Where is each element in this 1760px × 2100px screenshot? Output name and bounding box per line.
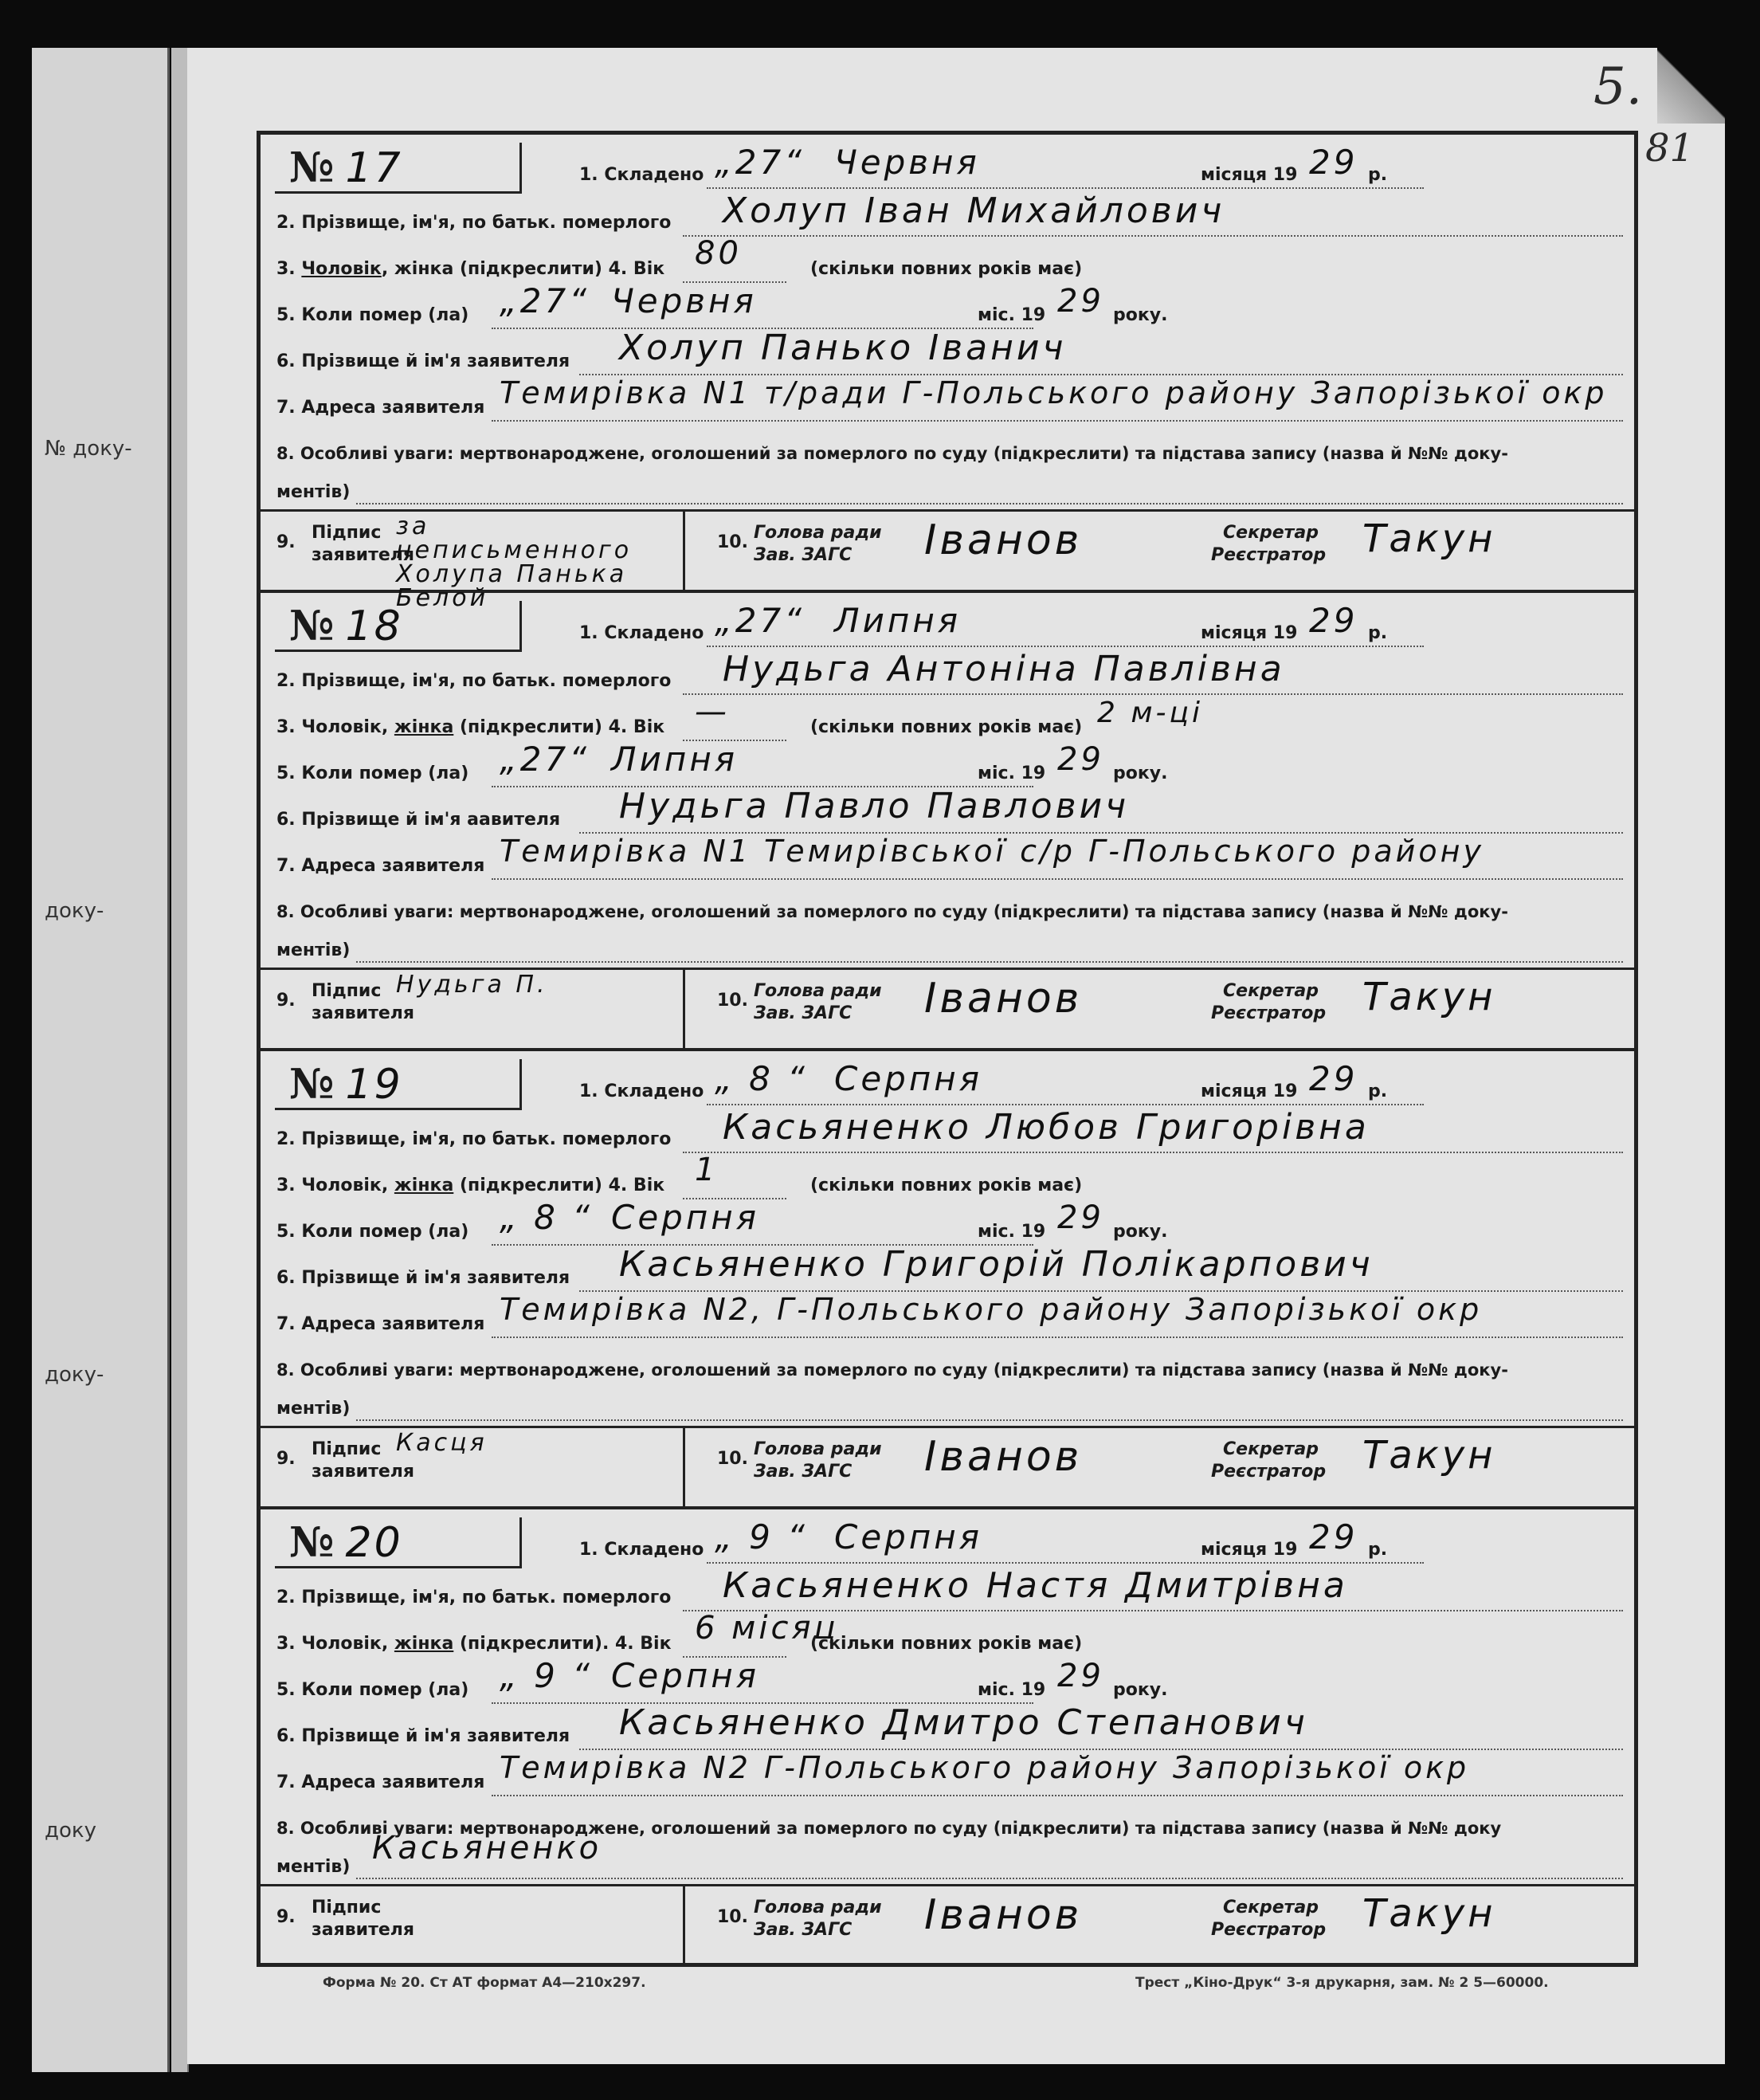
number-sign: №: [289, 1060, 335, 1109]
head-label: Голова ради: [754, 523, 882, 543]
sex-label: [276, 717, 664, 737]
dotted-line: [492, 420, 1623, 422]
composed-label: 1. Складено: [579, 1081, 704, 1101]
number-sign: №: [289, 602, 335, 650]
dotted-line: [707, 1562, 1424, 1564]
left-fragment: доку-: [45, 1363, 104, 1387]
dotted-line: [492, 1795, 1623, 1796]
sig-label: Підпис: [312, 1898, 382, 1917]
died-label: 5. Коли помер (ла): [276, 305, 469, 325]
dotted-line: [356, 1878, 1623, 1879]
sex-comma: ,: [381, 1634, 389, 1654]
sex-comma: ,: [381, 1176, 389, 1195]
officials-box: [683, 970, 1637, 1050]
sig-num: 9.: [276, 991, 296, 1011]
officials-box: [683, 512, 1637, 591]
dotted-line: [356, 503, 1623, 504]
died-year: 29: [1057, 741, 1104, 778]
roku-label: року.: [1113, 1222, 1168, 1242]
dotted-line: [683, 693, 1623, 695]
footer-form-number: Форма № 20. Ст АТ формат А4—210х297.: [323, 1975, 646, 1991]
dotted-line: [492, 1337, 1623, 1338]
applicant-label: 6. Прізвище й ім'я заявителя: [276, 351, 570, 371]
dotted-line: [707, 646, 1424, 647]
deceased-name: Касьяненко Настя Дмитрівна: [723, 1565, 1348, 1606]
applicant-name: Касьяненко Григорій Полікарпович: [619, 1244, 1374, 1285]
record-number-value: 20: [345, 1519, 403, 1567]
surname-label: 2. Прізвище, ім'я, по батьк. померлого: [276, 213, 672, 233]
notes-label: 8. Особливі уваги: мертвонароджене, оголошений за померлого по суду (підкреслити) та підстава запису (назва й №№ доку-: [276, 902, 1508, 921]
applicant-label: 6. Прізвище й ім'я аавителя: [276, 810, 561, 830]
composed-day: „27“: [715, 601, 805, 640]
sex-num: 3.: [276, 1176, 296, 1195]
footer-printer: Трест „Кіно-Друк“ 3-я друкарня, зам. № 2 5—60000.: [1135, 1975, 1549, 1991]
sig-num: 9.: [276, 1449, 296, 1469]
died-label: 5. Коли помер (ла): [276, 1680, 469, 1700]
record-number: [275, 601, 522, 652]
age-label: (підкреслити) 4. Вік: [459, 717, 665, 737]
composed-label: 1. Складено: [579, 1540, 704, 1560]
address-label: 7. Адреса заявителя: [276, 1772, 485, 1792]
composed-label: 1. Складено: [579, 623, 704, 643]
died-day: „27“: [500, 281, 590, 320]
sig-label-2: заявителя: [312, 1003, 415, 1023]
age-value: —: [695, 693, 730, 730]
sig-num: 9.: [276, 1907, 296, 1927]
sex-num: 3.: [276, 259, 296, 279]
surname-label: 2. Прізвище, ім'я, по батьк. померлого: [276, 671, 672, 691]
address-label: 7. Адреса заявителя: [276, 398, 485, 418]
applicant-address: Темирівка N2, Г-Польського району Запорізької окр: [500, 1292, 1483, 1327]
deceased-name: Холуп Іван Михайлович: [723, 190, 1225, 231]
died-month: Серпня: [611, 1198, 760, 1237]
number-sign: №: [289, 143, 335, 192]
age-value: 6 місяц: [695, 1610, 839, 1647]
sig-num: 9.: [276, 532, 296, 552]
sig-label: Підпис: [312, 1439, 382, 1459]
death-record: [261, 135, 1634, 612]
number-sign: №: [289, 1518, 335, 1567]
died-month: Серпня: [611, 1656, 760, 1695]
died-mis-label: міс. 19: [978, 1680, 1046, 1700]
month-label: місяця 19: [1201, 1081, 1298, 1101]
applicant-label: 6. Прізвище й ім'я заявителя: [276, 1726, 570, 1746]
sex-label: [276, 259, 664, 279]
head-num: 10.: [717, 1907, 748, 1927]
sex-label: [276, 1634, 672, 1654]
died-label: 5. Коли помер (ла): [276, 1222, 469, 1242]
month-label: місяця 19: [1201, 623, 1298, 643]
left-fragment: доку: [45, 1819, 96, 1843]
head-signature: Іванов: [924, 1891, 1083, 1939]
age-label: (підкреслити) 4. Вік: [459, 259, 665, 279]
notes-label: 8. Особливі уваги: мертвонароджене, оголошений за померлого по суду (підкреслити) та підстава запису (назва й №№ доку-: [276, 1360, 1508, 1380]
address-label: 7. Адреса заявителя: [276, 856, 485, 876]
applicant-address: Темирівка N1 т/ради Г-Польського району Запорізької окр: [500, 375, 1608, 410]
year-suffix: р.: [1368, 1540, 1388, 1560]
deceased-name: Нудьга Антоніна Павлівна: [723, 649, 1285, 689]
age-note: (скільки повних років має): [810, 1634, 1083, 1654]
applicant-name: Нудьга Павло Павлович: [619, 786, 1130, 826]
died-mis-label: міс. 19: [978, 763, 1046, 783]
signature-row: [261, 1426, 1634, 1508]
sig-label-2: заявителя: [312, 545, 415, 565]
composed-year: 29: [1309, 143, 1358, 182]
month-label: місяця 19: [1201, 165, 1298, 185]
record-number-value: 19: [345, 1061, 403, 1109]
registrar-label: Реєстратор: [1211, 1920, 1327, 1940]
year-suffix: р.: [1368, 165, 1388, 185]
notes-value: Касьяненко: [372, 1830, 602, 1866]
composed-label: 1. Складено: [579, 165, 704, 185]
dotted-line: [683, 1152, 1623, 1153]
died-month: Липня: [611, 740, 739, 779]
notes-label-cont: ментів): [276, 482, 351, 502]
composed-year: 29: [1309, 601, 1358, 640]
sex-man: Чоловік: [301, 717, 382, 737]
head-num: 10.: [717, 532, 748, 552]
officials-box: [683, 1428, 1637, 1508]
secretary-label: Секретар: [1223, 523, 1319, 543]
page-number: 5.: [1593, 57, 1643, 116]
background-page: [32, 48, 170, 2072]
died-label: 5. Коли помер (ла): [276, 763, 469, 783]
address-label: 7. Адреса заявителя: [276, 1314, 485, 1334]
sex-woman: жінка: [394, 1176, 454, 1195]
secretary-signature: Такун: [1362, 516, 1496, 561]
surname-label: 2. Прізвище, ім'я, по батьк. померлого: [276, 1129, 672, 1149]
sex-man: Чоловік: [301, 259, 382, 279]
signature-row: [261, 968, 1634, 1050]
corner-fold: [1657, 48, 1725, 124]
secretary-signature: Такун: [1362, 1433, 1496, 1478]
head-label-2: Зав. ЗАГС: [754, 1462, 853, 1482]
head-label-2: Зав. ЗАГС: [754, 1003, 853, 1023]
notes-label-cont: ментів): [276, 1857, 351, 1877]
signature-row: [261, 1884, 1634, 1966]
page-edge: [171, 48, 189, 2072]
sex-woman: жінка: [394, 259, 454, 279]
head-num: 10.: [717, 1449, 748, 1469]
head-label: Голова ради: [754, 1439, 882, 1459]
head-num: 10.: [717, 991, 748, 1011]
record-number: [275, 1517, 522, 1568]
age-label: (підкреслити) 4. Вік: [459, 1176, 665, 1195]
applicant-address: Темирівка N2 Г-Польського району Запорізької окр: [500, 1750, 1470, 1785]
died-year: 29: [1057, 1199, 1104, 1236]
sex-label: [276, 1176, 664, 1195]
age-value: 80: [695, 235, 742, 272]
left-fragment: доку-: [45, 899, 104, 923]
died-day: „ 9 “: [500, 1656, 593, 1695]
died-month: Червня: [611, 281, 757, 320]
age-label: (підкреслити). 4. Вік: [459, 1634, 672, 1654]
head-signature: Іванов: [924, 975, 1083, 1023]
head-label-2: Зав. ЗАГС: [754, 1920, 853, 1940]
sex-man: Чоловік: [301, 1176, 382, 1195]
death-record: [261, 1509, 1634, 1968]
sig-label-2: заявителя: [312, 1920, 415, 1940]
head-label: Голова ради: [754, 1898, 882, 1917]
died-year: 29: [1057, 283, 1104, 320]
registrar-label: Реєстратор: [1211, 1003, 1327, 1023]
age-note: (скільки повних років має): [810, 717, 1083, 737]
officials-box: [683, 1886, 1637, 1966]
applicant-label: 6. Прізвище й ім'я заявителя: [276, 1268, 570, 1288]
composed-month: Серпня: [834, 1517, 983, 1556]
roku-label: року.: [1113, 1680, 1168, 1700]
applicant-signature: за неписьменного Холупа Панька Белой: [396, 512, 633, 612]
dotted-line: [492, 878, 1623, 880]
head-signature: Іванов: [924, 1433, 1083, 1481]
died-day: „ 8 “: [500, 1198, 593, 1237]
applicant-name: Касьяненко Дмитро Степанович: [619, 1702, 1308, 1743]
form-frame: [257, 131, 1638, 1967]
composed-day: „27“: [715, 143, 805, 182]
age-note: (скільки повних років має): [810, 1176, 1083, 1195]
dotted-line: [356, 1419, 1623, 1421]
signature-row: [261, 509, 1634, 612]
year-suffix: р.: [1368, 1081, 1388, 1101]
notes-label: 8. Особливі уваги: мертвонароджене, оголошений за померлого по суду (підкреслити) та підстава запису (назва й №№ доку: [276, 1819, 1502, 1838]
sex-man: Чоловік: [301, 1634, 382, 1654]
sex-comma: ,: [381, 259, 389, 279]
applicant-signature: Нудьга П.: [396, 971, 548, 999]
notes-label-cont: ментів): [276, 940, 351, 960]
applicant-signature: Касця: [396, 1429, 488, 1457]
died-mis-label: міс. 19: [978, 305, 1046, 325]
sig-label: Підпис: [312, 981, 382, 1001]
composed-day: „ 9 “: [715, 1517, 808, 1556]
record-number: [275, 143, 522, 194]
record-number-value: 18: [345, 603, 403, 650]
record-number-value: 17: [345, 144, 403, 192]
surname-label: 2. Прізвище, ім'я, по батьк. померлого: [276, 1588, 672, 1607]
notes-label-cont: ментів): [276, 1399, 351, 1419]
dotted-line: [707, 187, 1424, 189]
secretary-signature: Такун: [1362, 1891, 1496, 1936]
composed-month: Серпня: [834, 1059, 983, 1098]
age-handwritten: 2 м-ці: [1097, 697, 1204, 729]
secretary-label: Секретар: [1223, 1898, 1319, 1917]
applicant-name: Холуп Панько Іванич: [619, 328, 1067, 368]
died-mis-label: міс. 19: [978, 1222, 1046, 1242]
applicant-address: Темирівка N1 Темирівської с/р Г-Польського району: [500, 834, 1484, 869]
composed-year: 29: [1309, 1059, 1358, 1098]
notes-label: 8. Особливі уваги: мертвонароджене, оголошений за померлого по суду (підкреслити) та підстава запису (назва й №№ доку-: [276, 444, 1508, 463]
composed-month: Липня: [834, 601, 962, 640]
death-record: [261, 593, 1634, 1051]
year-suffix: р.: [1368, 623, 1388, 643]
dotted-line: [356, 961, 1623, 963]
sex-num: 3.: [276, 717, 296, 737]
roku-label: року.: [1113, 305, 1168, 325]
sex-num: 3.: [276, 1634, 296, 1654]
death-record: [261, 1051, 1634, 1509]
sig-label-2: заявителя: [312, 1462, 415, 1482]
dotted-line: [707, 1104, 1424, 1105]
sex-woman: жінка: [394, 1634, 454, 1654]
month-label: місяця 19: [1201, 1540, 1298, 1560]
dotted-line: [683, 235, 1623, 237]
died-day: „27“: [500, 740, 590, 779]
age-value: 1: [695, 1152, 719, 1188]
sex-woman: жінка: [394, 717, 454, 737]
sex-comma: ,: [381, 717, 389, 737]
registrar-label: Реєстратор: [1211, 545, 1327, 565]
head-label-2: Зав. ЗАГС: [754, 545, 853, 565]
age-note: (скільки повних років має): [810, 259, 1083, 279]
sheet-number: 81: [1645, 126, 1695, 171]
record-number: [275, 1059, 522, 1110]
left-fragment: № доку-: [45, 437, 132, 461]
sig-label: Підпис: [312, 523, 382, 543]
composed-month: Червня: [834, 143, 980, 182]
secretary-label: Секретар: [1223, 981, 1319, 1001]
registrar-label: Реєстратор: [1211, 1462, 1327, 1482]
secretary-label: Секретар: [1223, 1439, 1319, 1459]
head-signature: Іванов: [924, 516, 1083, 564]
roku-label: року.: [1113, 763, 1168, 783]
deceased-name: Касьяненко Любов Григорівна: [723, 1107, 1370, 1148]
died-year: 29: [1057, 1658, 1104, 1694]
head-label: Голова ради: [754, 981, 882, 1001]
composed-day: „ 8 “: [715, 1059, 808, 1098]
secretary-signature: Такун: [1362, 975, 1496, 1019]
composed-year: 29: [1309, 1517, 1358, 1556]
